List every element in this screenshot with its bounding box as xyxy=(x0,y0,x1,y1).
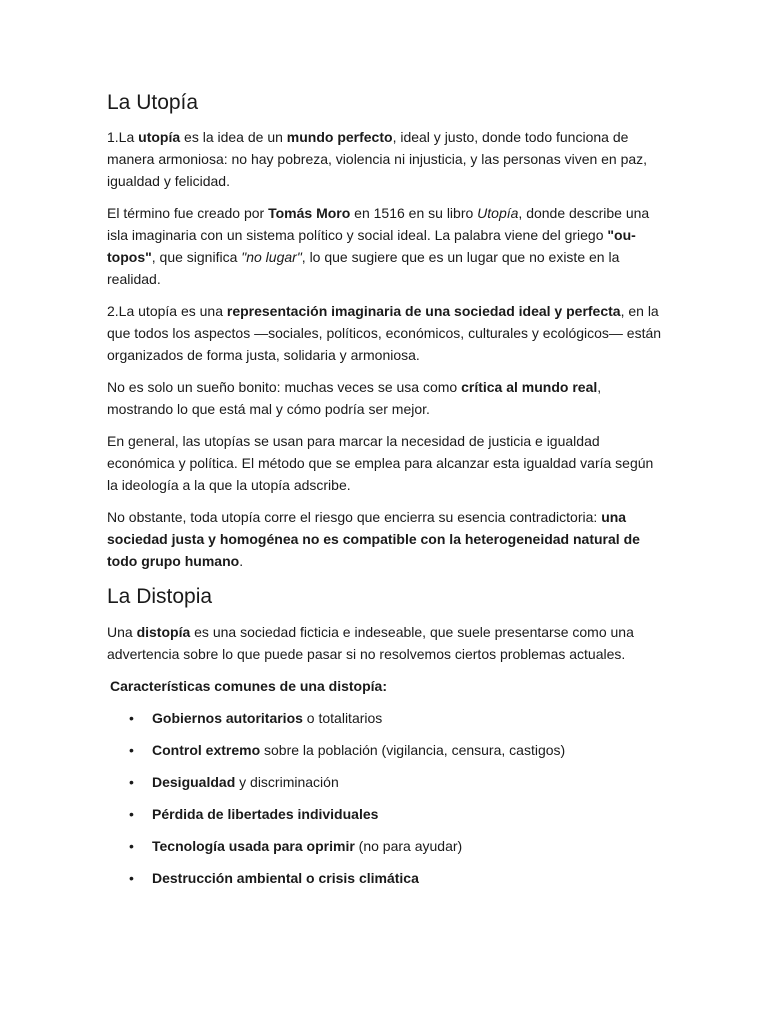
bold-text: Tecnología usada para oprimir xyxy=(152,838,355,854)
text-run: Una xyxy=(107,624,137,640)
heading-utopia: La Utopía xyxy=(107,91,199,114)
bold-text: "ou-topos" xyxy=(107,227,636,265)
text-run: , ideal y justo, donde todo funciona de manera armoniosa: no hay pobreza, violencia ni injusticia, y las personas viven en paz, igualdad y felicidad. xyxy=(107,129,648,189)
text-run: es una sociedad ficticia e indeseable, que suele presentarse como una advertencia sobre lo que puede pasar si no resolvemos ciertos problemas actuales. xyxy=(107,624,634,662)
text-run: o totalitarios xyxy=(302,710,383,726)
text-run: es la idea de un xyxy=(180,129,287,145)
text-run: En general, las utopías se usan para marcar la necesidad de justicia e igualdad económica y política. El método que se emplea para alcanzar esta igualdad varía según la ideología a la que la utopía adscribe. xyxy=(107,433,654,493)
text-run: , mostrando lo que está mal y cómo podría ser mejor. xyxy=(107,379,602,417)
list-heading-text: Características comunes de una distopía: xyxy=(110,678,387,694)
list-item-text xyxy=(152,774,339,790)
bold-text: Gobiernos autoritarios xyxy=(152,710,303,726)
text-run: 2.La utopía es una xyxy=(107,303,227,319)
list-item-text xyxy=(152,710,382,726)
text-run: , lo que sugiere que es un lugar que no existe en la realidad. xyxy=(107,249,620,287)
list-item xyxy=(107,771,663,793)
bold-text: mundo perfecto xyxy=(286,129,393,145)
text-run: 1.La xyxy=(107,129,139,145)
heading-distopia: La Distopia xyxy=(107,585,213,608)
list-item-text xyxy=(152,806,378,822)
text-run: en 1516 en su libro xyxy=(350,205,478,221)
bold-text: utopía xyxy=(138,129,181,145)
paragraph-utopia-origin xyxy=(107,202,663,290)
bold-text: Tomás Moro xyxy=(268,205,351,221)
text-run: , en la que todos los aspectos —sociales, políticos, económicos, culturales y ecológicos— están organizados de forma justa, solidaria y armoniosa. xyxy=(107,303,662,363)
list-item xyxy=(107,707,663,729)
bold-text: Destrucción ambiental o crisis climática xyxy=(152,870,419,886)
text-run: y discriminación xyxy=(235,774,339,790)
list-item xyxy=(107,803,663,825)
bullet-icon: • xyxy=(129,870,134,886)
bold-text: Desigualdad xyxy=(152,774,236,790)
bullet-icon: • xyxy=(129,806,134,822)
paragraph-utopia-risk xyxy=(107,506,663,572)
list-heading xyxy=(110,675,663,697)
list-item-text xyxy=(152,870,419,886)
list-item-text xyxy=(152,838,462,854)
paragraph-utopia-critique xyxy=(107,376,663,420)
bold-text: Control extremo xyxy=(152,742,261,758)
paragraph-distopia-definition xyxy=(107,621,663,665)
italic-text: "no lugar" xyxy=(241,249,302,265)
text-run: sobre la población (vigilancia, censura, castigos) xyxy=(260,742,566,758)
text-run: , donde describe una isla imaginaria con un sistema político y social ideal. La palabra viene del griego xyxy=(107,205,650,243)
list-item-text xyxy=(152,742,565,758)
bold-text: distopía xyxy=(136,624,191,640)
italic-text: Utopía xyxy=(477,205,519,221)
characteristics-list xyxy=(107,707,663,889)
bold-text: crítica al mundo real xyxy=(461,379,598,395)
list-item xyxy=(107,867,663,889)
bullet-icon: • xyxy=(129,774,134,790)
text-run: No obstante, toda utopía corre el riesgo que encierra su esencia contradictoria: xyxy=(107,509,602,525)
paragraph-utopia-representation xyxy=(107,300,663,366)
paragraph-utopia-definition xyxy=(107,126,663,192)
list-item xyxy=(107,739,663,761)
text-run: No es solo un sueño bonito: muchas veces se usa como xyxy=(107,379,462,395)
text-run: El término fue creado por xyxy=(107,205,269,221)
bullet-icon: • xyxy=(129,710,134,726)
document-page xyxy=(107,88,663,899)
text-run: , que significa xyxy=(151,249,242,265)
bullet-icon: • xyxy=(129,742,134,758)
bullet-icon: • xyxy=(129,838,134,854)
list-item xyxy=(107,835,663,857)
bold-text: una sociedad justa y homogénea no es compatible con la heterogeneidad natural de todo grupo humano xyxy=(107,509,640,569)
bold-text: Pérdida de libertades individuales xyxy=(152,806,379,822)
paragraph-utopia-purpose xyxy=(107,430,663,496)
text-run: (no para ayudar) xyxy=(354,838,463,854)
text-run: . xyxy=(239,553,244,569)
bold-text: representación imaginaria de una sociedad ideal y perfecta xyxy=(226,303,621,319)
